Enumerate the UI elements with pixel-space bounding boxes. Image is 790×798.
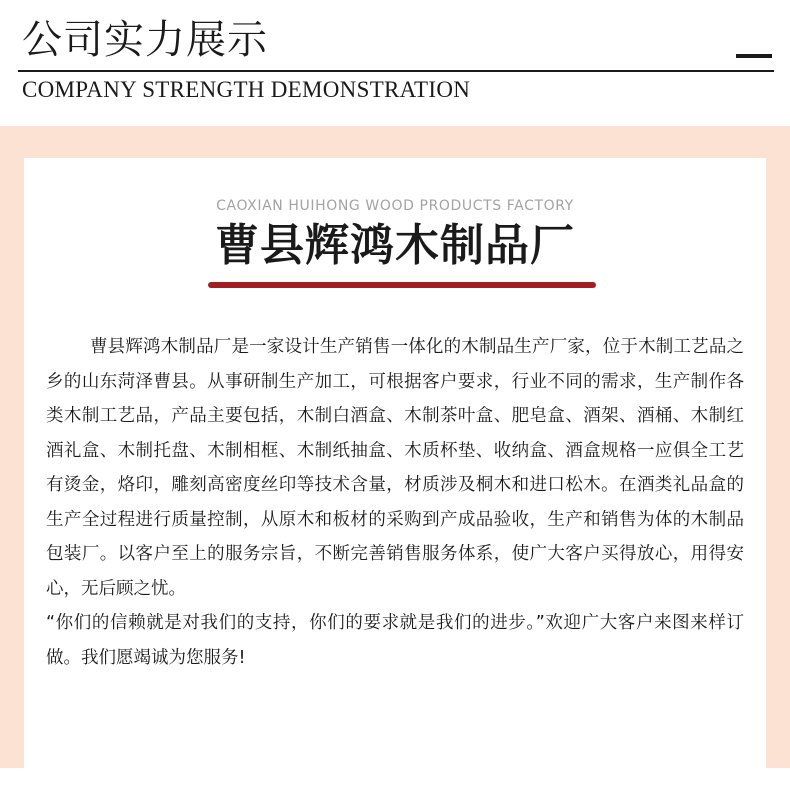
factory-name-en: CAOXIAN HUIHONG WOOD PRODUCTS FACTORY bbox=[216, 198, 574, 214]
company-description bbox=[46, 330, 744, 675]
title-dash-decoration bbox=[736, 54, 772, 58]
description-paragraph-2: “你们的信赖就是对我们的支持，你们的要求就是我们的进步。”欢迎广大客户来图来样订做。我们愿竭诚为您服务! bbox=[46, 613, 744, 668]
description-paragraph-1: 曹县辉鸿木制品厂是一家设计生产销售一体化的木制品生产厂家，位于木制工艺品之乡的山东菏泽曹县。从事研制生产加工，可根据客户要求，行业不同的需求，生产制作各类木制工艺品，产品主要包括，木制白酒盒、木制茶叶盒、肥皂盒、酒架、酒桶、木制红酒礼盒、木制托盘、木制相框、木制纸抽盒、木质杯垫、收纳盒、酒盒规格一应俱全工艺有烫金，烙印，雕刻高密度丝印等技术含量，材质涉及桐木和进口松木。在酒类礼品盒的生产全过程进行质量控制，从原木和板材的采购到产成品验收，生产和销售为体的木制品包装厂。以客户至上的服务宗旨，不断完善销售服务体系，使广大客户买得放心，用得安心，无后顾之忧。 bbox=[46, 337, 744, 599]
page-header bbox=[0, 0, 790, 126]
accent-underline bbox=[208, 282, 596, 288]
section-title-cn: 公司实力展示 bbox=[22, 17, 268, 63]
section-title-en: COMPANY STRENGTH DEMONSTRATION bbox=[22, 77, 471, 102]
company-intro-card bbox=[24, 158, 766, 798]
header-divider bbox=[18, 70, 774, 72]
factory-name-cn: 曹县辉鸿木制品厂 bbox=[215, 220, 575, 271]
